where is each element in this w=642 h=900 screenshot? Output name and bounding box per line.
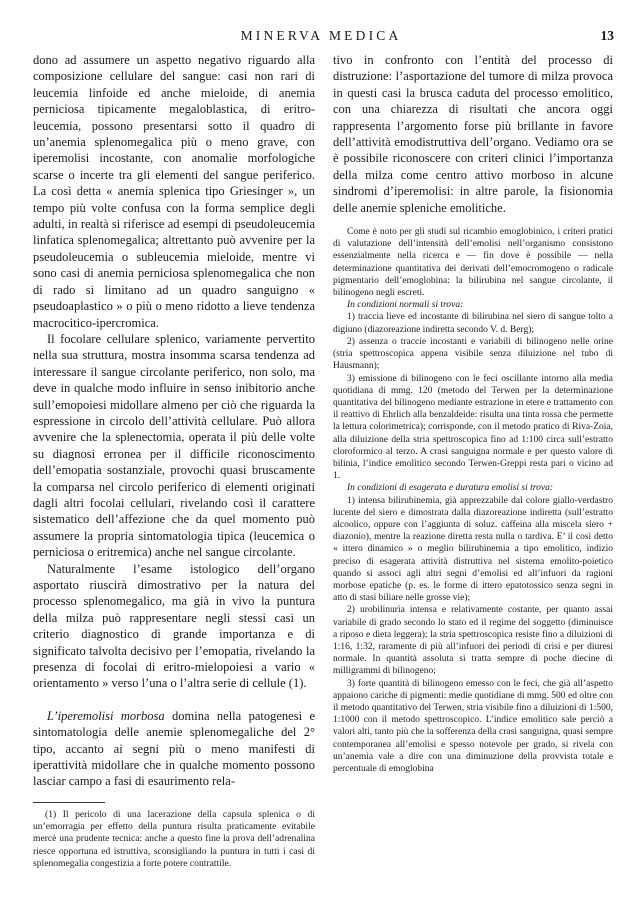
paragraph: Il focolare cellulare splenico, variamente pervertito nella sua struttura, mostra insomma scarsa tendenza ad interessare il sangue circolante periferico, non solo, ma deve in qualche modo influire in senso inibitorio anche sull’emopoiesi midollare almeno per ciò che riguarda la espressione in circolo dell’attività cellulare. Può allora avvenire che la splenectomia, operata il più delle volte su diagnosi erronea per il difficile riconoscimento dell’emopatia sostanziale, provochi quasi bruscamente la comparsa nel circolo periferico di elementi originati dagli altri focolai cellulari, rivelando così il carattere sistematico dell’affezione che da quel momento può assumere la propria sintomatologia tipica (leucemica o perniciosa o eritremica) anche nel sangue circolante. [33,331,315,560]
left-column [33,52,315,870]
subheading-normal: In condizioni normali si trova: [347,300,464,311]
footnote-rule [33,802,105,803]
subheading-exaggerated: In condizioni di esagerata e duratura emolisi si trova: [347,483,553,494]
list-item: 1) traccia lieve ed incostante di bilirubina nel siero di sangue tolto a digiuno (diazoreazione indiretta secondo V. d. Berg); [333,312,613,335]
paragraph: dono ad assumere un aspetto negativo riguardo alla composizione cellulare del sangue: casi non rari di leucemia linfoide ed anche mieloide, di anemia perniciosa tipicamente megaloblastica, di eritro-leucemia, possono presentarsi sotto il quadro di un’anemia splenomegalica più o meno grave, con iperemolisi incostante, con anomalie morfologiche scarse o incerte tra gli elementi del sangue periferico. La così detta « anemia splenica tipo Griesinger », un tempo più volte confusa con la forma semplice degli adulti, in realtà si riferisce ad esempi di pseudoleucemia linfatica splenomegalica; altrettanto può avvenire per la pseudoleucemia o subleucemia mieloide, mentre vi sono casi di anemia perniciosa splenomegalica che non di rado si limitano ad un quadro sanguigno « pseudoaplastico » o più o meno ridotto a lieve tendenza macrocitico-ipercromica. [33,53,315,330]
paragraph: tivo in confronto con l’entità del processo di distruzione: l’asportazione del tumore di milza provoca in questi casi la brusca caduta del processo emolitico, con una chiarezza di risultati che ancora oggi rappresenta l’argomento forse più brillante in favore dell’attività emodistruttiva dell’organo. Vediamo ora se è possibile riconoscere con criteri clinici l’importanza della milza come centro attivo morboso in alcune sindromi d’iperemolisi: in altre parole, la fisionomia delle anemie spleniche emolitiche. [333,53,613,215]
list-item: 2) assenza o traccie incostanti e variabili di bilinogeno nelle orine (stria spettroscopica appena visibile senza diluizione nel tubo di Hausmann); [333,336,613,372]
small-print-section [333,226,613,775]
footnote-text: (1) Il pericolo di una lacerazione della capsula splenica o di un’emorragia per effetto della puntura risulta praticamente evitabile mercè una prudente tecnica: anche a questo fine la prova dell’adrenalina riesce opportuna ed istruttiva, sconsigliando la puntura in tutti i casi di splenomegalia congestizia a forte potere contrattile. [33,808,315,870]
paragraph: Naturalmente l’esame istologico dell’organo asportato riuscirà dimostrativo per la natura del processo splenomegalico, ma già in vivo la puntura della milza può rappresentare negli stessi casi un criterio diagnostico di grande importanza e di significato talvolta decisivo per l’emopatia, rivelando la presenza di focolai di eritro-mielopoiesi a vario « orientamento » verso l’una o l’altra serie di cellule (1). [33,561,315,691]
footnote [33,809,315,870]
list-item: 3) forte quantità di bilinogeno emesso con le feci, che già all’aspetto appaiono cariche di pigmenti: medie quotidiane di mmg. 500 ed oltre con il metodo quantitativo del Terwen, stria visibile fino a diluizioni di 1:500, 1:1000 con il metodo spettroscopico. L’indice emolitico sale perciò a valori alti, tanto più che la sofferenza della crasi sanguigna, quasi sempre contemporanea all’emolisi e spesso notevole per grado, si rivela con un’anemia vale a dire con una diminuzione della provvista totale e percentuale di emoglobina [333,678,613,774]
list-item: 2) urobilinuria intensa e relativamente costante, per quanto assai variabile di grado secondo lo stato ed il regime del soggetto (diminuisce a riposo e dieta leggera); la stria spettroscopica resiste fino a diluizioni di 1:16, 1:32, raramente di più all’infuori dei periodi di crisi e per diuresi normale. In quantità assoluta si tratta sempre di poche diecine di milligrammi di bilinogeno; [333,605,613,677]
paragraph-iperemolisi [33,708,315,790]
small-intro: Come è noto per gli studi sul ricambio emoglobinico, i criteri pratici di valutazione dell’intensità dell’emolisi nell’organismo consistono essenzialmente nella ricerca e — fin dove è possibile — nella determinazione quantitativa dei derivati dell’emocromogeno o radicale pigmentario dell’emoglobina: la bilirubina nel sangue circolante, il bilinogeno negli escreti. [333,227,613,299]
italic-term: L’iperemolisi morbosa [47,708,165,723]
running-head [0,28,642,48]
list-item: 3) emissione di bilinogeno con le feci oscillante intorno alla media quotidiana di mmg. 120 (metodo del Terwen per la determinazione quantitativa del bilinogeno mediante estrazione in etere e trattamento con il reattivo di Ehrlich alla benzaldeide: risulta una tinta rossa che permette la lettura colorimetrica); corrisponde, con il metodo pratico di Riva-Zoia, alla diluizione della stria spettroscopica fino ad 1:100 circa sull’estratto cloroformico al terzo. A crasi sanguigna normale e per questo valore di bilinia, l’indice emolitico secondo Terwen-Greppi resta pari o vicino ad 1. [333,373,613,482]
list-item: 1) intensa bilirubinemia, già apprezzabile dal colore giallo-verdastro lucente del siero e dimostrata dalla diazoreazione indiretta (sull’estratto alcoolico, oppure con l’aggiunta di soluz. caffeina alla miscela siero + diazonio), mentre la reazione diretta resta nulla o tardiva. E’ il così detto « ittero dinamico » o meglio bilirubinemia a tipo emolitico, indizio preciso di esagerata attività distruttiva nel sistema emolito-poietico quando si associ agli altri segni d’emolisi ed all’infuori da ragioni morbose epatiche (p. es. le forme di ittero epatotossico senza segni in atto di stasi biliare nelle grosse vie); [333,495,613,604]
paragraph-text: domina nella patogenesi e sintomatologia delle anemie splenomegaliche del 2° tipo, accanto ai segni più o meno manifesti di iperattività midollare che in qualche momento possono lasciar campo a fasi di esaurimento rela- [33,708,315,789]
page-number: 13 [600,28,614,43]
journal-title: MINERVA MEDICA [240,28,402,43]
right-column [333,52,613,775]
